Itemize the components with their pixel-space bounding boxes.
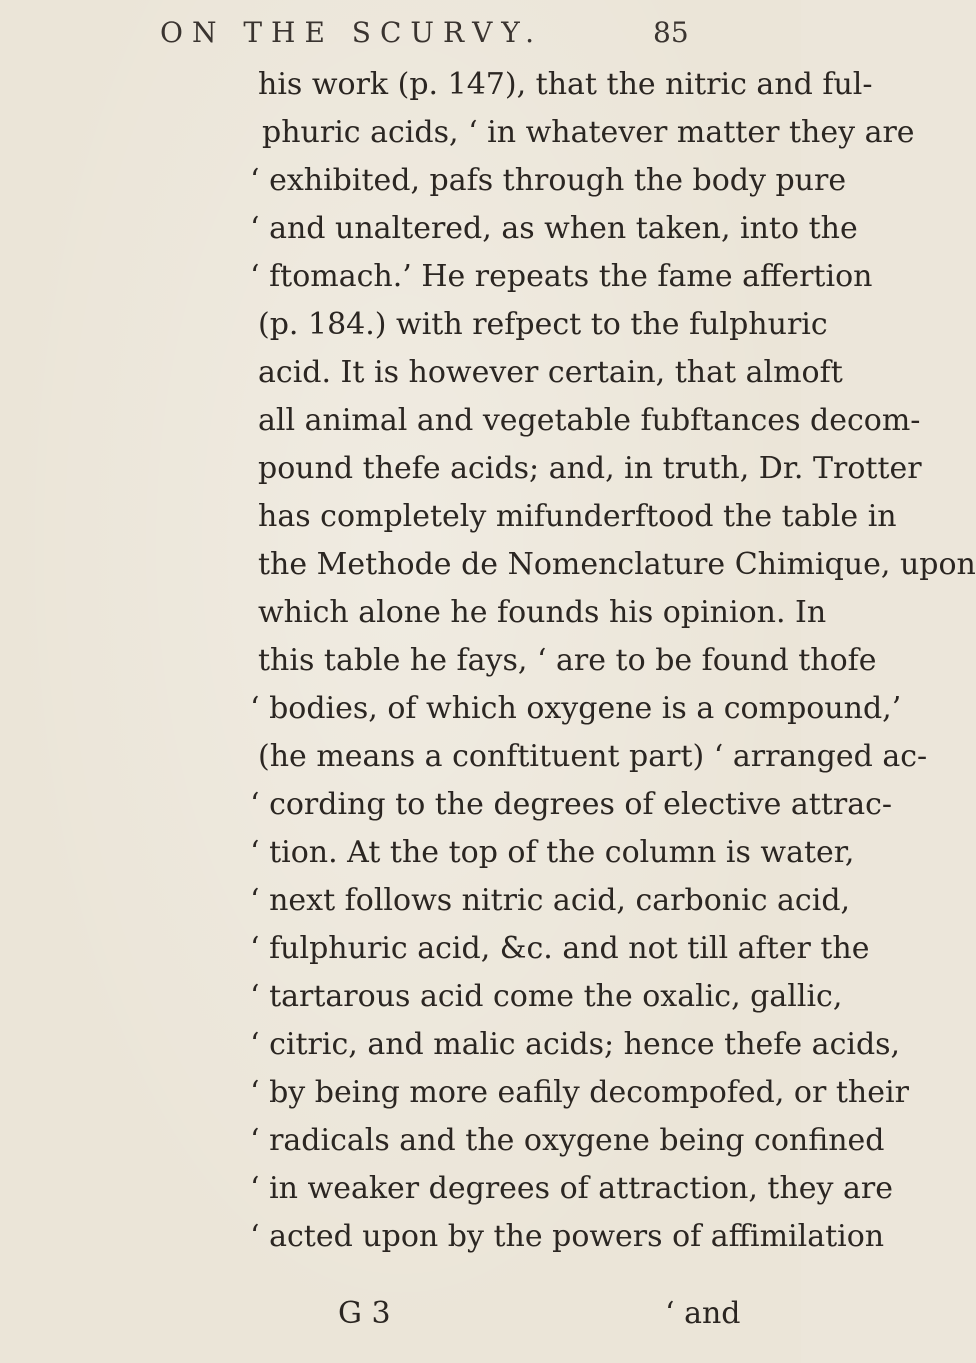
text-line: the Methode de Nomenclature Chimique, upon: [258, 547, 976, 582]
text-line: ‘ bodies, of which oxygene is a compound,’: [250, 691, 902, 726]
text-line: ‘ in weaker degrees of attraction, they are: [250, 1171, 894, 1206]
text-line: this table he fays, ‘ are to be found thofe: [258, 643, 877, 678]
catchword: ‘ and: [665, 1296, 741, 1331]
text-line: ‘ ftomach.’ He repeats the fame affertion: [250, 259, 873, 294]
text-line: (p. 184.) with refpect to the fulphuric: [258, 307, 828, 342]
text-line: ‘ tion. At the top of the column is water,: [250, 835, 855, 870]
page-number: 85: [653, 16, 689, 49]
text-line: which alone he founds his opinion. In: [258, 595, 827, 630]
text-line: ‘ next follows nitric acid, carbonic acid,: [250, 883, 851, 918]
text-line: pound thefe acids; and, in truth, Dr. Trotter: [258, 451, 922, 486]
text-line: ‘ citric, and malic acids; hence thefe acids,: [250, 1027, 901, 1062]
text-line: his work (p. 147), that the nitric and ful-: [258, 67, 873, 102]
text-line: ‘ exhibited, pafs through the body pure: [250, 163, 847, 198]
text-line: ‘ and unaltered, as when taken, into the: [250, 211, 858, 246]
text-line: ‘ radicals and the oxygene being confined: [250, 1123, 885, 1158]
text-line: ‘ tartarous acid come the oxalic, gallic,: [250, 979, 843, 1014]
text-line: ‘ acted upon by the powers of affimilation: [250, 1219, 885, 1254]
text-line: ‘ fulphuric acid, &c. and not till after the: [250, 931, 870, 966]
text-line: ‘ by being more eafily decompofed, or their: [250, 1075, 909, 1110]
text-line: all animal and vegetable fubftances decom-: [258, 403, 921, 438]
text-line: phuric acids, ‘ in whatever matter they are: [262, 115, 915, 150]
text-line: acid. It is however certain, that almoft: [258, 355, 843, 390]
running-head: [0, 4, 801, 54]
text-line: has completely mifunderftood the table in: [258, 499, 897, 534]
text-line: (he means a conftituent part) ‘ arranged ac-: [258, 739, 928, 774]
signature-mark: G 3: [338, 1296, 391, 1331]
page-footer: [0, 1290, 801, 1340]
running-title: ON THE SCURVY.: [160, 16, 544, 49]
text-line: ‘ cording to the degrees of elective attrac-: [250, 787, 893, 822]
